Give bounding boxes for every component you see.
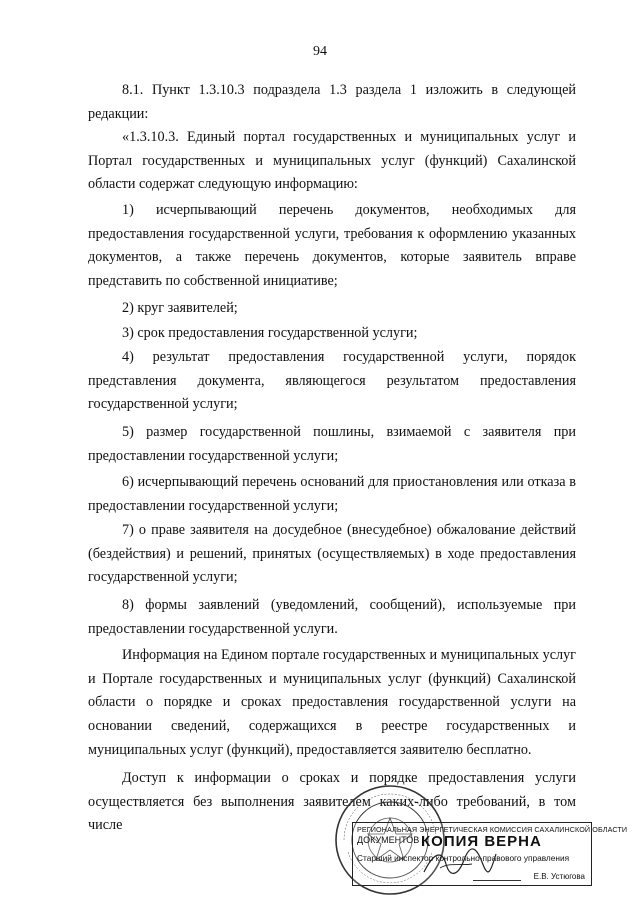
list-item-8	[88, 594, 576, 644]
paragraph-text: Информация на Едином портале государственных и муниципальных услуг и Портале государственных и муниципальных услуг (функций) Сахалинской области о порядке и сроках предоставления государственной услуги на основании сведений, содержащихся в реестре государственных и муниципальных услуг (функций), предоставляется заявителю бесплатно.	[88, 647, 576, 758]
paragraph-text: 2) круг заявителей;	[122, 300, 238, 316]
paragraph-text: 4) результат предоставления государственной услуги, порядок представления документа, являющегося результатом предоставления государственной услуги;	[88, 349, 576, 413]
list-item-7	[88, 519, 576, 593]
page-number: 94	[313, 44, 327, 59]
stamp-copy-label: КОПИЯ ВЕРНА	[421, 833, 542, 850]
paragraph-text: 7) о праве заявителя на досудебное (внесудебное) обжалование действий (бездействия) и решений, принятых (осуществляемых) в ходе предоставления государственной услуги;	[88, 522, 576, 586]
paragraph-text: 3) срок предоставления государственной услуги;	[122, 325, 418, 341]
paragraph-text: 6) исчерпывающий перечень оснований для приостановления или отказа в предоставлении государственной услуги;	[88, 474, 576, 514]
list-item-3	[88, 322, 576, 348]
paragraph-text: 1) исчерпывающий перечень документов, необходимых для предоставления государственной услуги, требования к оформлению указанных документов, а также перечень документов, которые заявитель вправе представить по собственной инициативе;	[88, 202, 576, 290]
paragraph-text: «1.3.10.3. Единый портал государственных и муниципальных услуг и Портал государственных и муниципальных услуг (функций) Сахалинской области содержат следующую информацию:	[88, 129, 576, 193]
list-item-4	[88, 346, 576, 420]
handwritten-signature-icon	[420, 842, 500, 882]
paragraph-text: 8.1. Пункт 1.3.10.3 подраздела 1.3 раздела 1 изложить в следующей редакции:	[88, 82, 576, 122]
stamp-document-label: ДОКУМЕНТОВ	[357, 835, 420, 845]
paragraph-text: 8) формы заявлений (уведомлений, сообщений), используемые при предоставлении государственной услуги.	[88, 597, 576, 637]
stamp-position: Старший инспектор контрольно-правового управления	[357, 853, 570, 863]
paragraph-text: Доступ к информации о сроках и порядке предоставления услуги осуществляется без выполнения заявителем каких-либо требований, в том числе	[88, 770, 576, 834]
paragraph-portal-info	[88, 126, 576, 200]
certification-stamp-area	[330, 782, 628, 898]
list-item-6	[88, 471, 576, 521]
paragraph-text: 5) размер государственной пошлины, взимаемой с заявителя при предоставлении государственной услуги;	[88, 424, 576, 464]
list-item-5	[88, 421, 576, 471]
list-item-2	[88, 297, 576, 323]
stamp-organization: РЕГИОНАЛЬНАЯ ЭНЕРГЕТИЧЕСКАЯ КОМИССИЯ САХАЛИНСКОЙ ОБЛАСТИ	[357, 825, 628, 834]
paragraph-free-info	[88, 644, 576, 765]
paragraph-amendment-intro	[88, 79, 576, 129]
stamp-signer-name: Е.В. Устюгова	[533, 872, 585, 881]
list-item-1	[88, 199, 576, 296]
